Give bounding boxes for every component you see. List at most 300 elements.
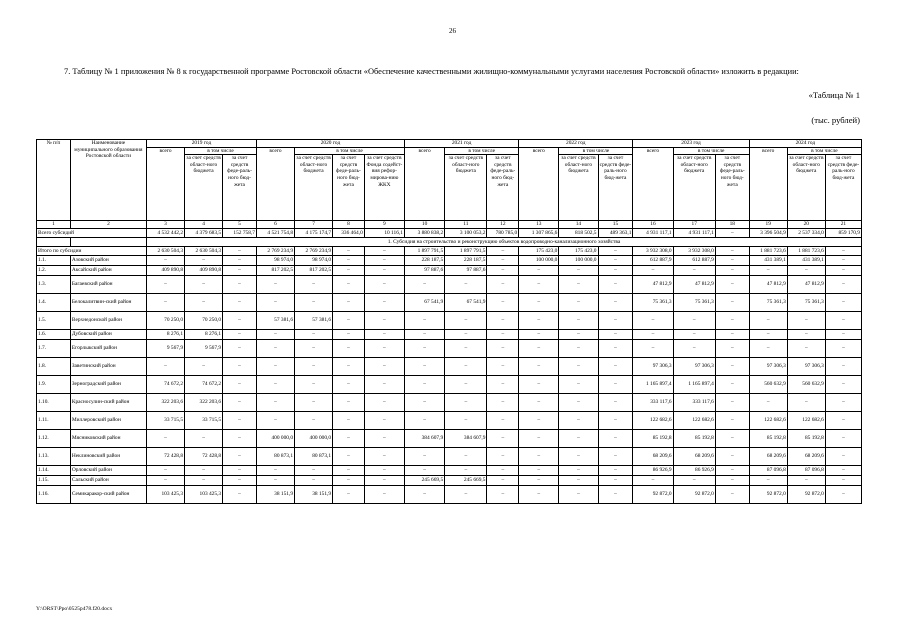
value-cell: – [519,266,559,276]
value-cell: 33 715,5 [146,412,184,430]
header-federal: за счет средств феде-раль-ного бюд-жета [333,155,365,221]
value-cell: – [333,448,365,466]
value-cell: – [364,466,404,476]
value-cell: 57 381,6 [295,312,333,330]
value-cell: – [333,256,365,266]
value-cell: 2 537 334,0 [787,229,825,238]
value-cell: – [185,430,223,448]
value-cell: 1 165 897,4 [673,376,715,394]
value-cell: – [559,448,598,466]
value-cell: – [749,330,787,340]
value-cell: – [223,466,257,476]
value-cell: – [364,330,404,340]
value-cell: – [146,276,184,294]
intro-paragraph: 7. Таблицу № 1 приложения № 8 к государственной программе Ростовской области «Обеспечение качественными жилищно-коммунальными услугами населения Ростовской области» изложить в редакции: [64,67,799,76]
value-cell: – [519,340,559,358]
value-cell: – [598,330,633,340]
value-cell: 152 758,7 [223,229,257,238]
value-cell: – [333,430,365,448]
value-cell: – [185,256,223,266]
table-row [37,358,862,376]
municipality-name: Белокалитвин-ский район [70,294,146,312]
value-cell: – [295,358,333,376]
value-cell: – [223,312,257,330]
value-cell: 3 880 838,2 [404,229,444,238]
header-year-2023: 2023 год [633,140,749,148]
value-cell: – [487,256,519,266]
value-cell: 97 306,3 [749,358,787,376]
value-cell: – [487,358,519,376]
value-cell: – [404,466,444,476]
value-cell: 38 151,9 [295,486,333,504]
header-including: в том числе [673,147,749,155]
value-cell: – [487,476,519,486]
value-cell: – [598,466,633,476]
value-cell: 384 607,9 [445,430,487,448]
value-cell: – [256,466,294,476]
value-cell: 68 209,6 [749,448,787,466]
value-cell: – [633,330,673,340]
value-cell: – [559,486,598,504]
empty-cell [70,238,146,247]
value-cell: 228 187,5 [445,256,487,266]
column-number: 7 [295,221,333,229]
value-cell: – [598,412,633,430]
value-cell: 100 000,0 [559,256,598,266]
value-cell: 122 682,6 [787,412,825,430]
value-cell: – [364,486,404,504]
value-cell: 612 887,9 [673,256,715,266]
section-title: 1. Субсидия на строительство и реконструкцию объектов водопроводно-канализационного хозяйства [146,238,861,247]
value-cell: – [295,476,333,486]
value-cell: – [364,256,404,266]
value-cell: – [364,476,404,486]
value-cell: 8 276,1 [146,330,184,340]
value-cell: 245 669,5 [445,476,487,486]
value-cell: – [673,312,715,330]
value-cell: – [519,276,559,294]
value-cell: – [185,276,223,294]
value-cell: – [404,358,444,376]
value-cell: – [146,430,184,448]
value-cell: – [364,247,404,256]
value-cell: – [715,466,749,476]
municipality-name: Сальский район [70,476,146,486]
value-cell: – [787,340,825,358]
value-cell: – [559,340,598,358]
value-cell: – [223,476,257,486]
value-cell: 70 250,0 [146,312,184,330]
value-cell: – [519,394,559,412]
value-cell: 4 379 683,5 [185,229,223,238]
value-cell: – [256,276,294,294]
value-cell: – [487,394,519,412]
value-cell: – [598,266,633,276]
value-cell: – [223,486,257,504]
value-cell: – [404,394,444,412]
value-cell: – [223,294,257,312]
value-cell: – [559,330,598,340]
value-cell: 175 423,0 [519,247,559,256]
value-cell: – [295,466,333,476]
value-cell: – [825,256,861,266]
value-cell: – [364,312,404,330]
value-cell: 9 567,9 [146,340,184,358]
row-number: 1.15. [37,476,71,486]
value-cell: – [715,376,749,394]
section-total-label: Итого по субсидии [37,247,147,256]
value-cell: 9 567,9 [185,340,223,358]
table-row [37,486,862,504]
value-cell: – [146,476,184,486]
value-cell: – [364,430,404,448]
value-cell: – [295,340,333,358]
value-cell: 80 873,1 [295,448,333,466]
value-cell: – [633,312,673,330]
value-cell: – [333,266,365,276]
value-cell: – [333,276,365,294]
value-cell: 1 881 723,6 [749,247,787,256]
column-number: 1 [37,221,71,229]
row-number: 1.3. [37,276,71,294]
value-cell: – [364,266,404,276]
value-cell: – [256,358,294,376]
value-cell: 74 672,2 [146,376,184,394]
value-cell: – [825,358,861,376]
value-cell: 72 428,8 [146,448,184,466]
municipality-name: Верхнедонской район [70,312,146,330]
header-no: № п/п [37,140,71,221]
row-number: 1.10. [37,394,71,412]
value-cell: – [295,294,333,312]
value-cell: 333 117,6 [673,394,715,412]
value-cell: – [256,412,294,430]
value-cell: – [787,266,825,276]
table-row [37,276,862,294]
row-number: 1.1. [37,256,71,266]
table-row [37,466,862,476]
value-cell: – [364,276,404,294]
value-cell: – [185,294,223,312]
municipality-name: Зерноградский район [70,376,146,394]
value-cell: – [519,476,559,486]
value-cell: – [673,330,715,340]
header-regional: за счет средств област-ного бюджета [673,155,715,221]
value-cell: – [598,358,633,376]
municipality-name: Орловский район [70,466,146,476]
value-cell: 97 306,3 [633,358,673,376]
municipality-name: Дубовский район [70,330,146,340]
section-total-row [37,247,862,256]
value-cell: 560 632,9 [787,376,825,394]
value-cell: – [825,312,861,330]
value-cell: – [825,430,861,448]
value-cell: – [715,256,749,266]
header-total: всего [633,147,673,221]
value-cell: – [487,486,519,504]
value-cell: – [749,340,787,358]
value-cell: – [333,294,365,312]
value-cell: – [487,330,519,340]
value-cell: – [559,312,598,330]
value-cell: – [598,486,633,504]
header-regional: за счет средств област-ного бюджета [445,155,487,221]
value-cell: – [673,476,715,486]
header-year-2019: 2019 год [146,140,256,148]
value-cell: – [333,486,365,504]
value-cell: – [715,430,749,448]
value-cell: 86 926,9 [633,466,673,476]
value-cell: – [333,394,365,412]
value-cell: – [598,256,633,266]
value-cell: – [559,294,598,312]
value-cell: – [487,466,519,476]
column-number: 13 [519,221,559,229]
value-cell: – [364,448,404,466]
value-cell: – [445,358,487,376]
municipality-name: Заветинский район [70,358,146,376]
value-cell: 780 785,0 [487,229,519,238]
value-cell: – [598,276,633,294]
value-cell: – [364,358,404,376]
value-cell: 409 890,8 [185,266,223,276]
value-cell: – [715,294,749,312]
value-cell: 431 389,1 [787,256,825,266]
value-cell: – [487,312,519,330]
value-cell: 92 872,0 [673,486,715,504]
value-cell: 92 872,0 [787,486,825,504]
column-number: 19 [749,221,787,229]
value-cell: – [519,330,559,340]
value-cell: – [364,340,404,358]
value-cell: 817 202,5 [295,266,333,276]
page-number: 26 [449,27,456,35]
value-cell: 75 361,3 [787,294,825,312]
table-row [37,340,862,358]
value-cell: – [333,412,365,430]
value-cell: – [487,412,519,430]
value-cell: – [825,476,861,486]
value-cell: – [333,358,365,376]
column-number: 11 [445,221,487,229]
value-cell: 4 175 174,7 [295,229,333,238]
column-number: 20 [787,221,825,229]
value-cell: 68 209,6 [787,448,825,466]
value-cell: – [633,340,673,358]
value-cell: 33 715,5 [185,412,223,430]
column-numbers-row [37,221,862,229]
value-cell: 1 897 791,5 [445,247,487,256]
value-cell: 67 541,9 [445,294,487,312]
value-cell: 68 209,6 [673,448,715,466]
municipality-name: Неклиновский район [70,448,146,466]
value-cell: 409 890,8 [146,266,184,276]
value-cell: – [445,466,487,476]
value-cell: 1 165 897,4 [633,376,673,394]
value-cell: – [749,266,787,276]
value-cell: – [825,276,861,294]
value-cell: – [519,430,559,448]
value-cell: – [404,340,444,358]
units-label: (тыс. рублей) [811,115,860,125]
value-cell: – [223,340,257,358]
value-cell: 2 769 234,9 [256,247,294,256]
value-cell: – [146,256,184,266]
value-cell: – [715,412,749,430]
value-cell: – [715,340,749,358]
value-cell: – [256,340,294,358]
value-cell: 67 541,9 [404,294,444,312]
value-cell: – [787,330,825,340]
value-cell: 818 502,5 [559,229,598,238]
value-cell: – [404,330,444,340]
value-cell: – [825,412,861,430]
value-cell: – [487,430,519,448]
row-number: 1.8. [37,358,71,376]
value-cell: – [519,486,559,504]
value-cell: – [256,394,294,412]
value-cell: 1 881 723,6 [787,247,825,256]
row-number: 1.13. [37,448,71,466]
value-cell: – [445,394,487,412]
row-number: 1.11. [37,412,71,430]
value-cell: – [185,476,223,486]
value-cell: – [223,448,257,466]
value-cell: – [519,466,559,476]
value-cell: – [445,340,487,358]
municipality-name: Багаевский район [70,276,146,294]
value-cell: 4 931 117,1 [633,229,673,238]
value-cell: 3 396 504,9 [749,229,787,238]
value-cell: – [364,294,404,312]
row-number: 1.14. [37,466,71,476]
table-row [37,330,862,340]
header-including: в том числе [295,147,405,155]
municipality-name: Красносулин-ский район [70,394,146,412]
value-cell: – [519,312,559,330]
value-cell: – [825,448,861,466]
value-cell: – [256,376,294,394]
value-cell: 322 203,6 [185,394,223,412]
value-cell: – [787,394,825,412]
value-cell: – [364,376,404,394]
header-year-2021: 2021 год [404,140,518,148]
value-cell: – [333,340,365,358]
header-including: в том числе [787,147,861,155]
row-number: 1.16. [37,486,71,504]
value-cell: – [223,430,257,448]
value-cell: 72 428,8 [185,448,223,466]
value-cell: – [715,476,749,486]
value-cell: – [715,448,749,466]
value-cell: 75 361,3 [673,294,715,312]
municipality-name: Миллеровский район [70,412,146,430]
value-cell: 97 887,6 [404,266,444,276]
value-cell: – [333,476,365,486]
value-cell: – [333,466,365,476]
row-number: 1.9. [37,376,71,394]
value-cell: 122 682,6 [633,412,673,430]
value-cell: 817 202,5 [256,266,294,276]
municipality-name: Азовский район [70,256,146,266]
value-cell: 612 887,9 [633,256,673,266]
value-cell: – [749,312,787,330]
value-cell: – [333,312,365,330]
table-row [37,266,862,276]
value-cell: 75 361,3 [633,294,673,312]
value-cell: – [445,330,487,340]
value-cell: – [445,312,487,330]
header-regional: за счет средств област-ного бюджета [185,155,223,221]
header-year-2020: 2020 год [256,140,404,148]
value-cell: 80 873,1 [256,448,294,466]
value-cell: – [404,448,444,466]
value-cell: – [715,486,749,504]
value-cell: – [559,394,598,412]
header-total: всего [256,147,294,221]
column-number: 18 [715,221,749,229]
header-regional: за счет средств област-ного бюджета [787,155,825,221]
value-cell: – [364,394,404,412]
header-including: в том числе [559,147,633,155]
value-cell: – [487,294,519,312]
value-cell: 322 203,6 [146,394,184,412]
total-label: Всего субсидий [37,229,147,238]
header-including: в том числе [445,147,519,155]
value-cell: 4 931 117,1 [673,229,715,238]
value-cell: – [825,266,861,276]
value-cell: – [787,476,825,486]
value-cell: – [223,376,257,394]
value-cell: 97 887,6 [445,266,487,276]
value-cell: 4 521 754,8 [256,229,294,238]
row-number: 1.12. [37,430,71,448]
value-cell: – [519,412,559,430]
value-cell: – [715,247,749,256]
value-cell: – [715,266,749,276]
table-row [37,376,862,394]
value-cell: – [715,394,749,412]
table-caption: «Таблица № 1 [808,90,860,100]
value-cell: – [633,476,673,486]
value-cell: – [256,294,294,312]
value-cell: 245 669,5 [404,476,444,486]
value-cell: 3 932 308,0 [633,247,673,256]
value-cell: – [559,358,598,376]
subsidy-table [36,139,862,504]
row-number: 1.4. [37,294,71,312]
value-cell: 560 632,9 [749,376,787,394]
value-cell: – [559,276,598,294]
column-number: 16 [633,221,673,229]
value-cell: – [487,247,519,256]
value-cell: 384 607,9 [404,430,444,448]
value-cell: – [825,294,861,312]
value-cell: – [223,330,257,340]
value-cell: 85 192,8 [673,430,715,448]
value-cell: – [519,358,559,376]
value-cell: – [598,394,633,412]
value-cell: – [487,276,519,294]
municipality-name: Аксайский район [70,266,146,276]
value-cell: 92 872,0 [749,486,787,504]
value-cell: – [598,430,633,448]
value-cell: 4 532 442,2 [146,229,184,238]
value-cell: – [487,340,519,358]
value-cell: 47 812,9 [787,276,825,294]
column-number: 4 [185,221,223,229]
value-cell: 47 812,9 [749,276,787,294]
